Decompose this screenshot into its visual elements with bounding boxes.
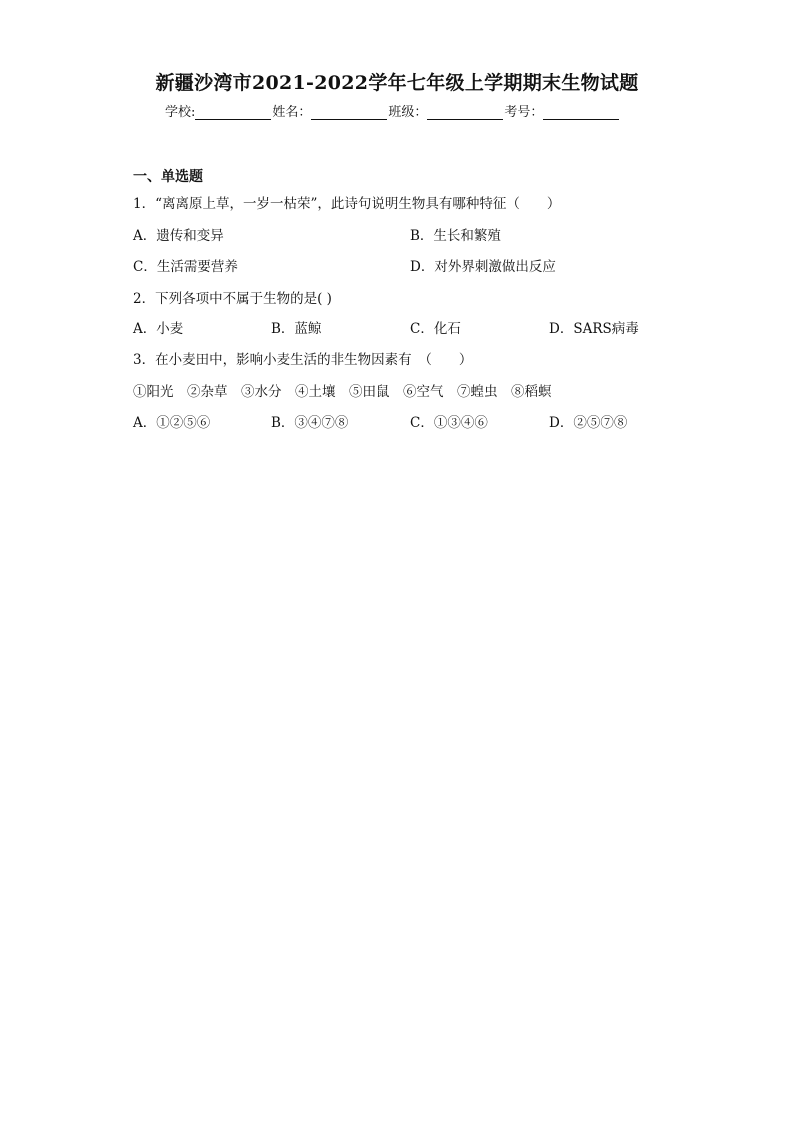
name-blank	[311, 106, 387, 120]
question-1-option-b: B．生长和繁殖	[410, 228, 501, 244]
school-blank	[195, 106, 271, 120]
question-1-option-d: D．对外界刺激做出反应	[410, 259, 556, 275]
question-1-option-c: C．生活需要营养	[133, 259, 238, 275]
question-2-option-d: D．SARS病毒	[549, 321, 639, 337]
student-info-line	[165, 101, 620, 120]
question-3-option-d: D．②⑤⑦⑧	[549, 415, 628, 431]
question-3-option-a: A．①②⑤⑥	[133, 415, 211, 431]
question-1-option-a: A．遗传和变异	[133, 228, 224, 244]
number-blank	[543, 106, 619, 120]
page-title: 新疆沙湾市2021-2022学年七年级上学期期末生物试题	[155, 72, 639, 94]
name-label: 姓名：	[272, 105, 312, 120]
number-label: 考号：	[504, 105, 544, 120]
question-2-option-c: C．化石	[410, 321, 461, 337]
question-2-stem: 2．下列各项中不属于生物的是( )	[133, 291, 332, 307]
school-label: 学校:	[165, 105, 196, 120]
question-3-factors: ①阳光 ②杂草 ③水分 ④土壤 ⑤田鼠 ⑥空气 ⑦蝗虫 ⑧稻螟	[133, 384, 552, 400]
question-2-option-b: B．蓝鲸	[271, 321, 322, 337]
section-heading: 一、单选题	[133, 169, 203, 185]
question-1-stem: 1．“离离原上草，一岁一枯荣”，此诗句说明生物具有哪种特征（ ）	[133, 196, 561, 212]
class-label: 班级：	[388, 105, 428, 120]
question-3-option-c: C．①③④⑥	[410, 415, 488, 431]
question-3-option-b: B．③④⑦⑧	[271, 415, 349, 431]
class-blank	[427, 106, 503, 120]
question-3-stem: 3．在小麦田中，影响小麦生活的非生物因素有 （ ）	[133, 352, 473, 368]
question-2-option-a: A．小麦	[133, 321, 184, 337]
